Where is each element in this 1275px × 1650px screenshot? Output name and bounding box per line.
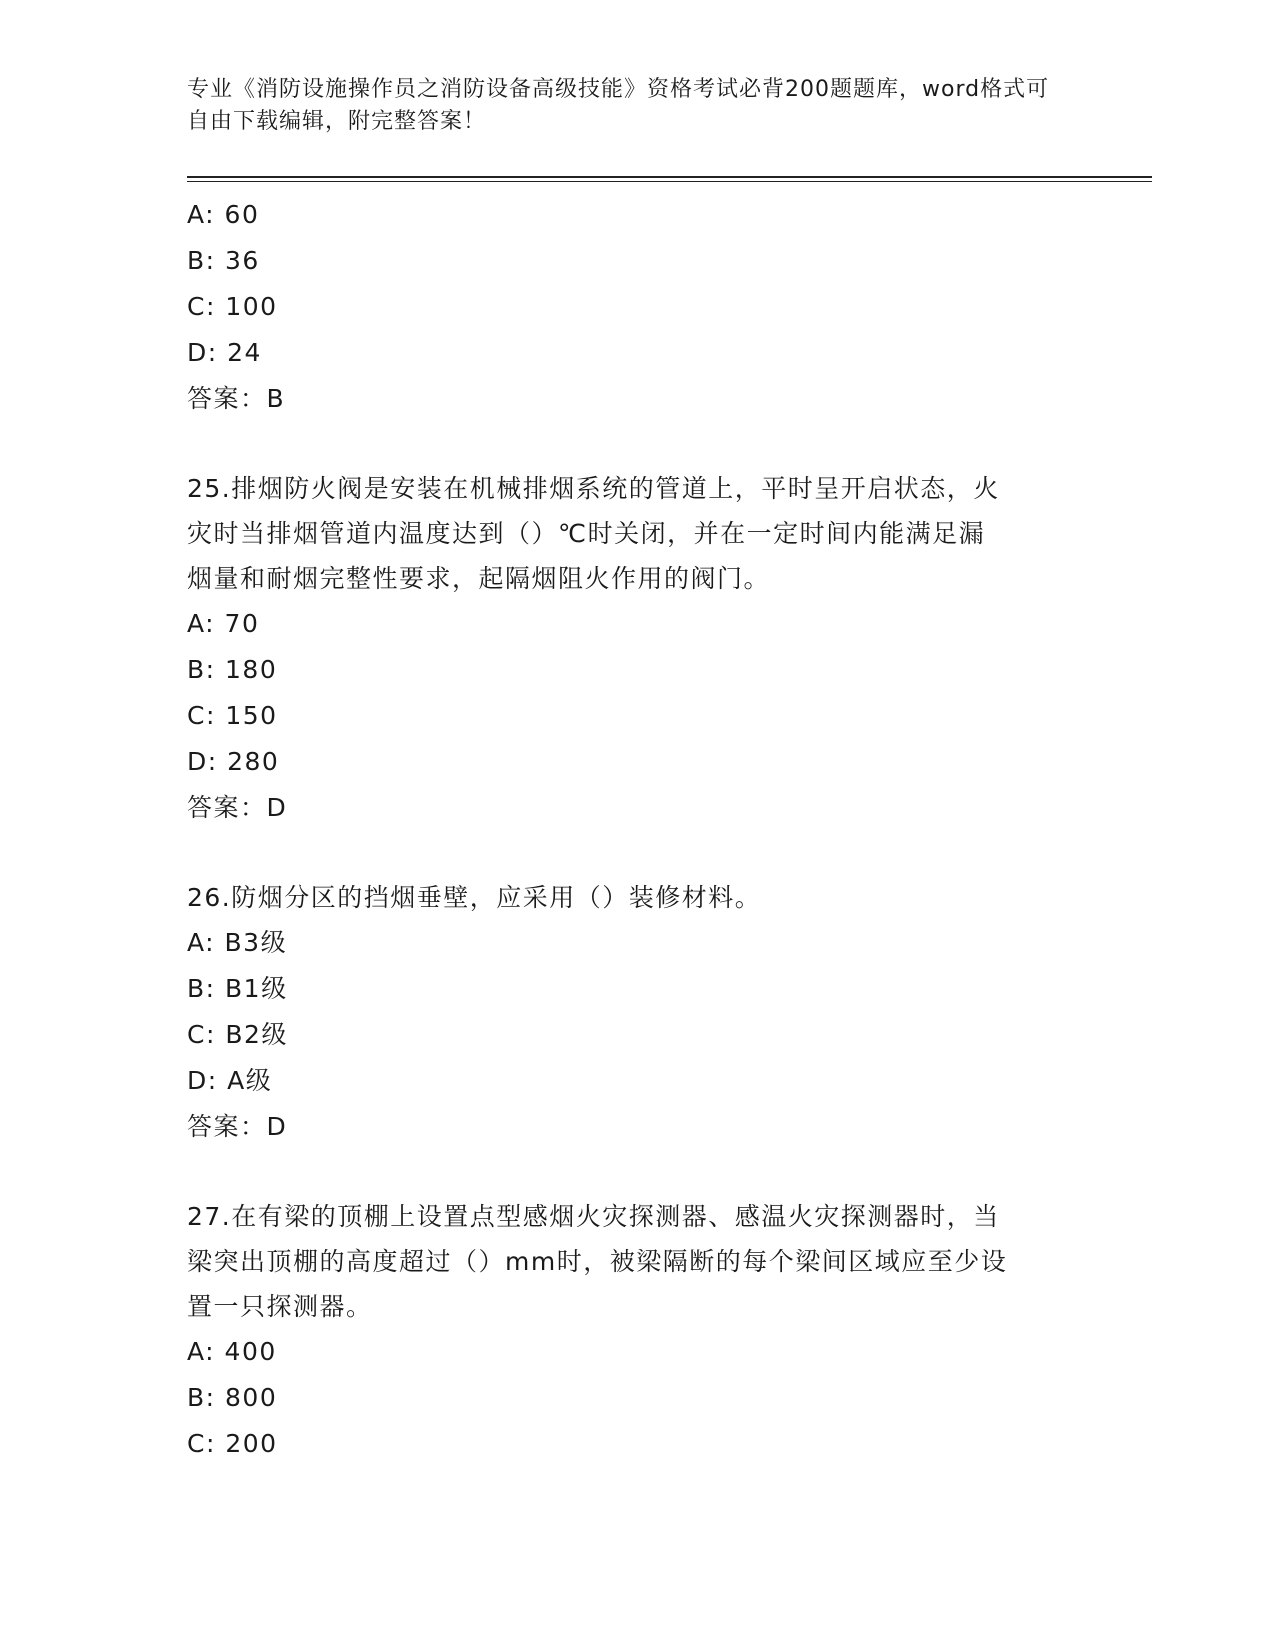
option-a: A: 400 — [187, 1337, 277, 1366]
option-b: B: 180 — [187, 655, 278, 684]
question-content — [187, 192, 1077, 1467]
answer-line: 答案：D — [187, 1112, 288, 1141]
question-text-line: 烟量和耐烟完整性要求，起隔烟阻火作用的阀门。 — [187, 564, 771, 593]
option-a: A: B3级 — [187, 928, 288, 957]
option-b: B: B1级 — [187, 974, 288, 1003]
option-d: D: 24 — [187, 338, 262, 367]
answer-line: 答案：D — [187, 793, 288, 822]
option-c: C: 150 — [187, 701, 278, 730]
answer-line: 答案：B — [187, 384, 286, 413]
question-text-line: 梁突出顶棚的高度超过（）mm时，被梁隔断的每个梁间区域应至少设 — [187, 1247, 1008, 1276]
header-rule-thick — [187, 176, 1152, 178]
option-b: B: 800 — [187, 1383, 278, 1412]
question-text-line: 27.在有梁的顶棚上设置点型感烟火灾探测器、感温火灾探测器时，当 — [187, 1202, 1000, 1231]
option-a: A: 70 — [187, 609, 260, 638]
question-text-line: 26.防烟分区的挡烟垂壁，应采用（）装修材料。 — [187, 883, 762, 912]
prev-question-block — [187, 192, 1077, 422]
question-27 — [187, 1194, 1077, 1467]
option-c: C: 100 — [187, 292, 278, 321]
question-26 — [187, 875, 1077, 1150]
option-c: C: B2级 — [187, 1020, 288, 1049]
question-text-line: 置一只探测器。 — [187, 1292, 373, 1321]
question-25 — [187, 466, 1077, 831]
option-b: B: 36 — [187, 246, 260, 275]
option-a: A: 60 — [187, 200, 260, 229]
option-d: D: 280 — [187, 747, 280, 776]
question-text-line: 25.排烟防火阀是安装在机械排烟系统的管道上，平时呈开启状态，火 — [187, 474, 1000, 503]
option-c: C: 200 — [187, 1429, 278, 1458]
header-rule-thin — [187, 181, 1152, 182]
option-d: D: A级 — [187, 1066, 273, 1095]
document-header: 专业《消防设施操作员之消防设备高级技能》资格考试必背200题题库，word格式可自由下载编辑，附完整答案！ — [187, 77, 1050, 134]
question-text-line: 灾时当排烟管道内温度达到（）℃时关闭，并在一定时间内能满足漏 — [187, 519, 986, 548]
